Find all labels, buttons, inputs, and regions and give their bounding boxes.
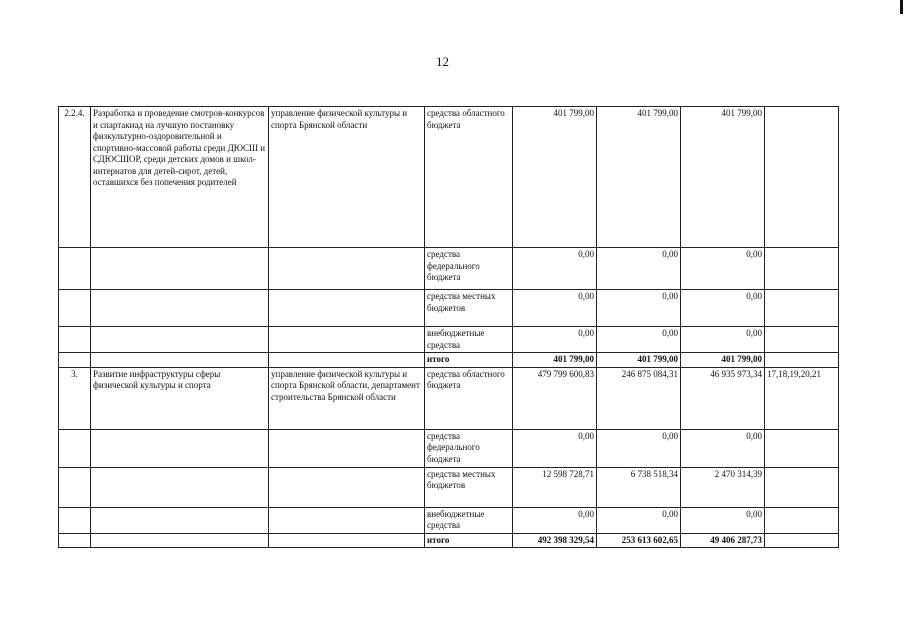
total-2: 253 613 602,65 xyxy=(597,533,681,548)
funding-source: средства местных бюджетов xyxy=(425,467,513,507)
target-indicators: 17,18,19,20,21 xyxy=(765,367,839,429)
edge-mark xyxy=(900,0,903,14)
amount-1: 0,00 xyxy=(513,429,597,467)
measure-description: Развитие инфраструктуры сферы физической культуры и спорта xyxy=(91,367,269,429)
amount-3: 0,00 xyxy=(681,429,765,467)
total-label: итого xyxy=(425,353,513,368)
total-3: 401 799,00 xyxy=(681,353,765,368)
amount-1: 0,00 xyxy=(513,327,597,353)
amount-2: 0,00 xyxy=(597,248,681,290)
amount-2: 6 738 518,34 xyxy=(597,467,681,507)
amount-3: 401 799,00 xyxy=(681,107,765,248)
budget-table xyxy=(58,106,839,548)
amount-3: 2 470 314,39 xyxy=(681,467,765,507)
amount-2: 0,00 xyxy=(597,507,681,533)
table-row xyxy=(59,367,839,429)
target-indicators xyxy=(765,107,839,248)
amount-1: 0,00 xyxy=(513,290,597,327)
executor: управление физической культуры и спорта Брянской области, департамент строительства Брянской области xyxy=(269,367,425,429)
amount-1: 0,00 xyxy=(513,507,597,533)
amount-3: 0,00 xyxy=(681,248,765,290)
amount-3: 46 935 973,34 xyxy=(681,367,765,429)
funding-source: средства местных бюджетов xyxy=(425,290,513,327)
amount-3: 0,00 xyxy=(681,507,765,533)
amount-2: 0,00 xyxy=(597,327,681,353)
row-number: 2.2.4. xyxy=(59,107,91,248)
amount-2: 0,00 xyxy=(597,290,681,327)
table-row xyxy=(59,467,839,507)
amount-1: 401 799,00 xyxy=(513,107,597,248)
amount-2: 246 875 084,31 xyxy=(597,367,681,429)
row-number: 3. xyxy=(59,367,91,429)
funding-source: средства областного бюджета xyxy=(425,107,513,248)
funding-source: внебюджетные средства xyxy=(425,507,513,533)
amount-1: 0,00 xyxy=(513,248,597,290)
total-row xyxy=(59,533,839,548)
table-row xyxy=(59,248,839,290)
amount-1: 12 598 728,71 xyxy=(513,467,597,507)
table-row xyxy=(59,107,839,248)
total-1: 492 398 329,54 xyxy=(513,533,597,548)
total-row xyxy=(59,353,839,368)
amount-1: 479 799 600,83 xyxy=(513,367,597,429)
table-row xyxy=(59,327,839,353)
funding-source: внебюджетные средства xyxy=(425,327,513,353)
funding-source: средства федерального бюджета xyxy=(425,429,513,467)
page-number: 12 xyxy=(436,54,449,69)
amount-3: 0,00 xyxy=(681,327,765,353)
funding-source: средства федерального бюджета xyxy=(425,248,513,290)
measure-description: Разработка и проведение смотров-конкурсов и спартакиад на лучшую постановку физкультурно-оздоровительной и спортивно-массовой работы среди ДЮСШ и СДЮСШОР, среди детских домов и школ-интернатов для детей-сирот, детей, оставшихся без попечения родителей xyxy=(91,107,269,248)
funding-source: средства областного бюджета xyxy=(425,367,513,429)
total-3: 49 406 287,73 xyxy=(681,533,765,548)
amount-2: 0,00 xyxy=(597,429,681,467)
table-row xyxy=(59,429,839,467)
table-row xyxy=(59,507,839,533)
amount-2: 401 799,00 xyxy=(597,107,681,248)
total-2: 401 799,00 xyxy=(597,353,681,368)
executor: управление физической культуры и спорта Брянской области xyxy=(269,107,425,248)
table-row xyxy=(59,290,839,327)
total-1: 401 799,00 xyxy=(513,353,597,368)
amount-3: 0,00 xyxy=(681,290,765,327)
total-label: итого xyxy=(425,533,513,548)
